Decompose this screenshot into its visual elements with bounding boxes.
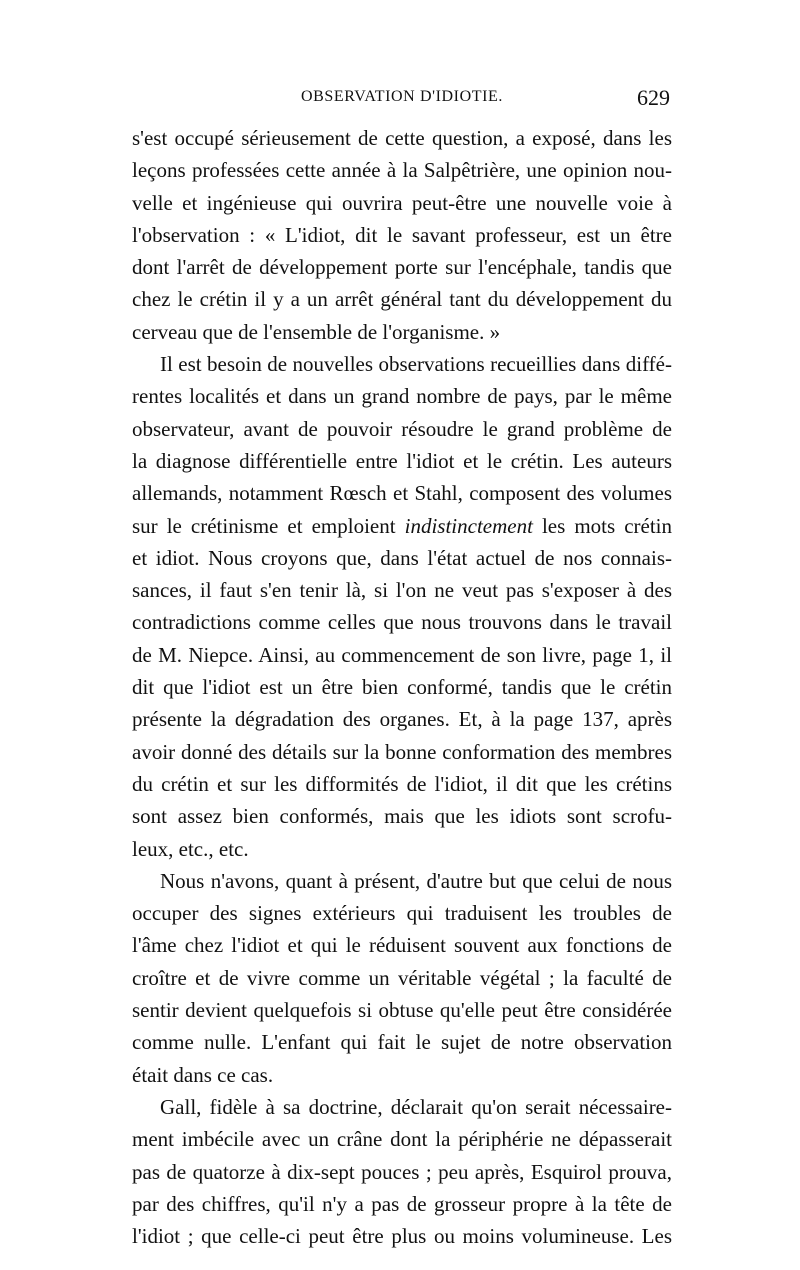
running-title: OBSERVATION D'IDIOTIE. — [300, 88, 504, 105]
text-line: sentir devient quelquefois si obtuse qu'elle peut être considérée — [132, 998, 672, 1023]
text-line: comme nulle. L'enfant qui fait le sujet de notre observation — [132, 1030, 672, 1055]
text-line: Il est besoin de nouvelles observations recueillies dans diffé- — [160, 352, 672, 377]
text-line: et idiot. Nous croyons que, dans l'état actuel de nos connais- — [132, 545, 672, 570]
text-line: ment imbécile avec un crâne dont la périphérie ne dépasserait — [132, 1127, 672, 1152]
text-line: avoir donné des détails sur la bonne conformation des membres — [132, 739, 672, 764]
text-line: rentes localités et dans un grand nombre de pays, par le même — [132, 384, 672, 409]
text-line: par des chiffres, qu'il n'y a pas de grosseur propre à la tête de — [132, 1191, 672, 1216]
text-line: l'idiot ; que celle-ci peut être plus ou moins volumineuse. Les — [132, 1224, 672, 1249]
body-text — [132, 122, 672, 1252]
text-line: contradictions comme celles que nous trouvons dans le travail — [132, 610, 672, 635]
italic-word: indistinctement — [404, 513, 533, 538]
text-line: sont assez bien conformés, mais que les idiots sont scrofu- — [132, 804, 672, 829]
text-line: du crétin et sur les difformités de l'idiot, il dit que les crétins — [132, 771, 672, 796]
text-line: l'observation : « L'idiot, dit le savant professeur, est un être — [132, 222, 672, 247]
text-fragment: sur le crétinisme et emploient — [132, 513, 396, 538]
text-line: dit que l'idiot est un être bien conformé, tandis que le crétin — [132, 675, 672, 700]
text-line: occuper des signes extérieurs qui traduisent les troubles de — [132, 901, 672, 926]
text-line: présente la dégradation des organes. Et, à la page 137, après — [132, 707, 672, 732]
text-line: la diagnose différentielle entre l'idiot et le crétin. Les auteurs — [132, 448, 672, 473]
text-line-with-italic — [132, 510, 672, 542]
text-line: observateur, avant de pouvoir résoudre le grand problème de — [132, 416, 672, 441]
text-fragment: les mots crétin — [532, 513, 672, 538]
text-line: pas de quatorze à dix-sept pouces ; peu après, Esquirol prouva, — [132, 1159, 672, 1184]
text-line: leux, etc., etc. — [132, 836, 249, 861]
text-line: dont l'arrêt de développement porte sur l'encéphale, tandis que — [132, 255, 672, 280]
text-line: croître et de vivre comme un véritable végétal ; la faculté de — [132, 965, 672, 990]
text-line: leçons professées cette année à la Salpêtrière, une opinion nou- — [132, 158, 672, 183]
page-number: 629 — [637, 85, 670, 110]
text-line: s'est occupé sérieusement de cette question, a exposé, dans les — [132, 126, 672, 150]
text-line: Gall, fidèle à sa doctrine, déclarait qu'on serait nécessaire- — [160, 1094, 672, 1119]
text-line: cerveau que de l'ensemble de l'organisme. » — [132, 319, 501, 344]
text-line: Nous n'avons, quant à présent, d'autre but que celui de nous — [160, 868, 672, 893]
text-line: chez le crétin il y a un arrêt général tant du développement du — [132, 287, 672, 312]
text-line: était dans ce cas. — [132, 1062, 274, 1087]
running-head — [132, 85, 672, 116]
text-line: de M. Niepce. Ainsi, au commencement de son livre, page 1, il — [132, 642, 672, 667]
text-line: velle et ingénieuse qui ouvrira peut-être une nouvelle voie à — [132, 190, 672, 215]
text-line: allemands, notamment Rœsch et Stahl, composent des volumes — [132, 481, 672, 506]
text-line: sances, il faut s'en tenir là, si l'on ne veut pas s'exposer à des — [132, 578, 672, 603]
text-line: l'âme chez l'idiot et qui le réduisent souvent aux fonctions de — [132, 933, 672, 958]
